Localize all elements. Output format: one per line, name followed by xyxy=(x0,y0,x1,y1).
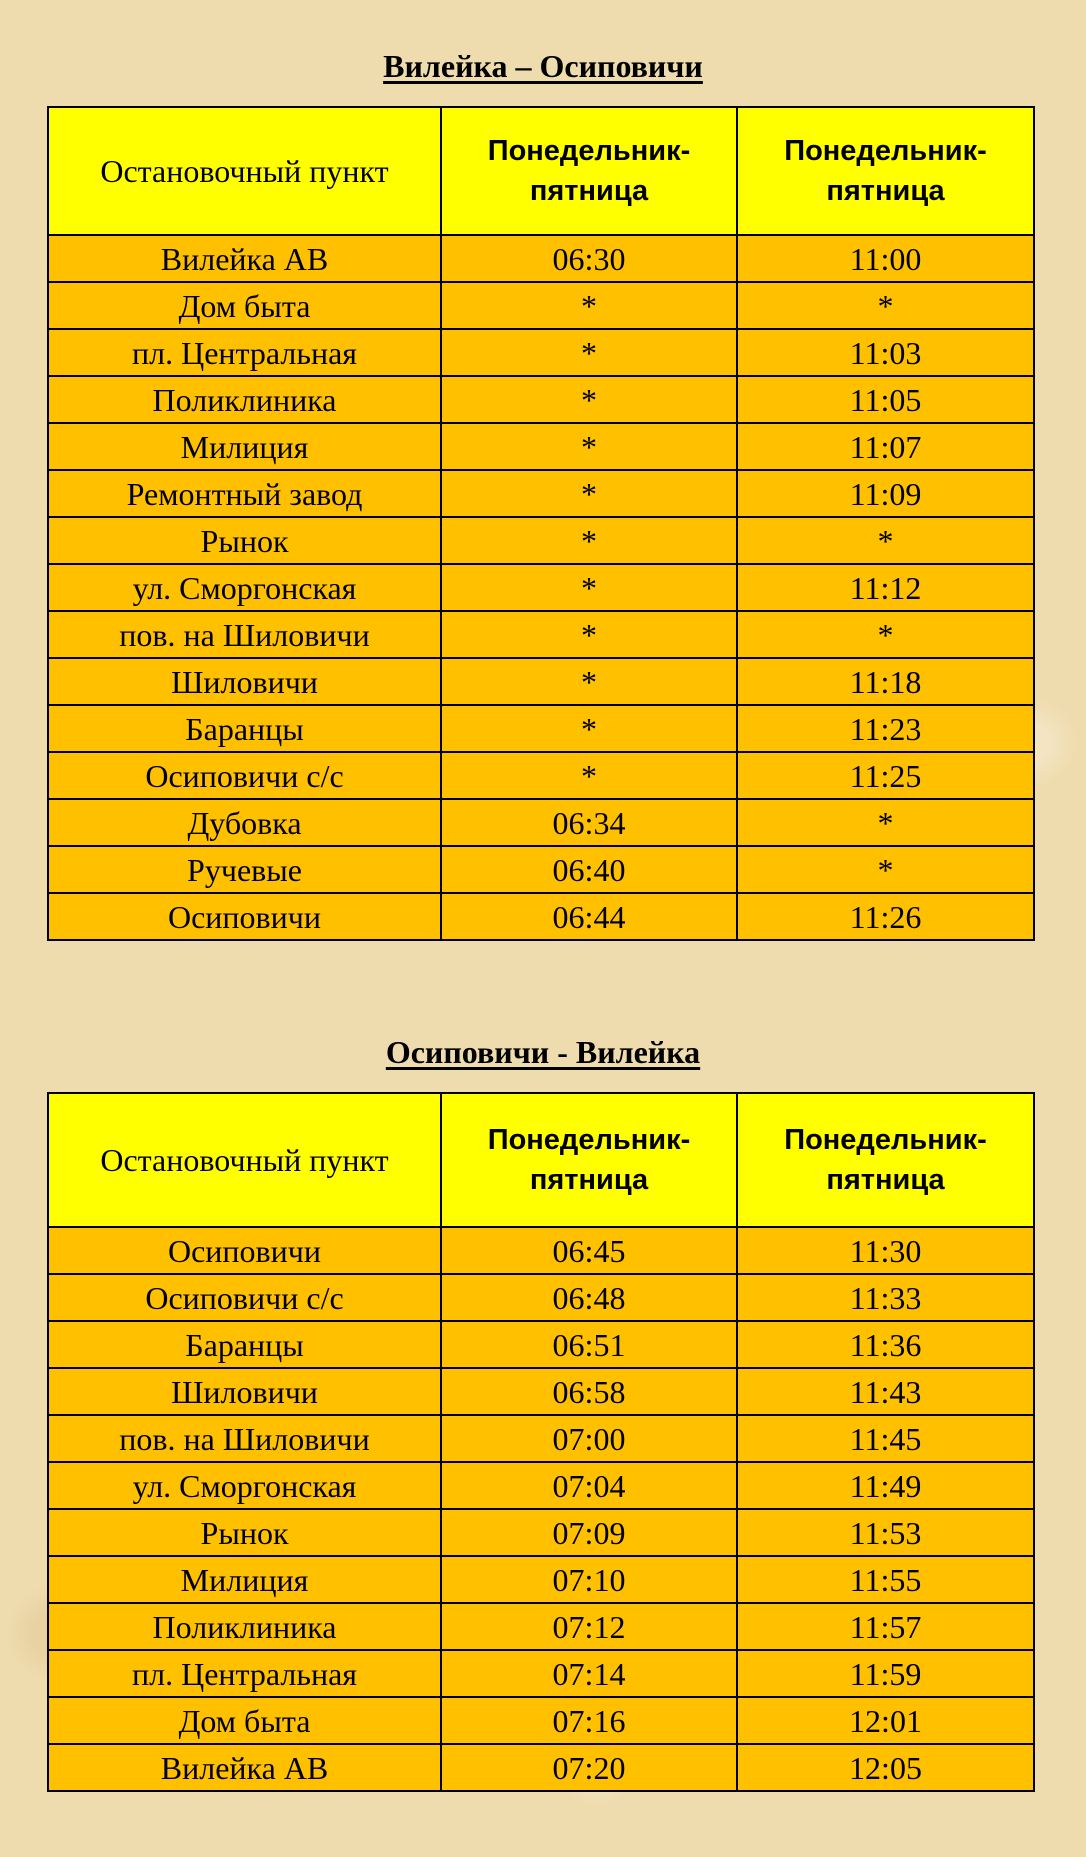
departure-time-cell: * xyxy=(441,564,737,611)
stop-name-cell: Осиповичи с/с xyxy=(48,1274,441,1321)
table-row xyxy=(48,705,1034,752)
departure-time-cell: 11:57 xyxy=(737,1603,1034,1650)
stop-name-cell: пов. на Шиловичи xyxy=(48,1415,441,1462)
table-row xyxy=(48,1274,1034,1321)
weekday-column-header xyxy=(441,107,737,235)
schedule-table-vileyka-osipovichi xyxy=(47,106,1035,941)
stop-name-cell: Шиловичи xyxy=(48,1368,441,1415)
table-row xyxy=(48,752,1034,799)
departure-time-cell: 11:45 xyxy=(737,1415,1034,1462)
departure-time-cell: * xyxy=(441,705,737,752)
table-row xyxy=(48,846,1034,893)
departure-time-cell: 06:51 xyxy=(441,1321,737,1368)
stop-name-cell: ул. Сморгонская xyxy=(48,1462,441,1509)
departure-time-cell: * xyxy=(441,517,737,564)
departure-time-cell: 11:12 xyxy=(737,564,1034,611)
departure-time-cell: * xyxy=(441,329,737,376)
departure-time-cell: 06:48 xyxy=(441,1274,737,1321)
stop-name-cell: Милиция xyxy=(48,1556,441,1603)
header-line: Понедельник- xyxy=(784,1124,987,1156)
departure-time-cell: 07:04 xyxy=(441,1462,737,1509)
table-body xyxy=(48,235,1034,940)
stop-name-cell: Дом быта xyxy=(48,1697,441,1744)
departure-time-cell: 06:45 xyxy=(441,1227,737,1274)
header-line: Понедельник- xyxy=(784,135,987,167)
table-row xyxy=(48,1744,1034,1791)
departure-time-cell: 11:09 xyxy=(737,470,1034,517)
table-row xyxy=(48,376,1034,423)
departure-time-cell: 07:09 xyxy=(441,1509,737,1556)
table-row xyxy=(48,1227,1034,1274)
stop-name-cell: Рынок xyxy=(48,1509,441,1556)
departure-time-cell: 06:44 xyxy=(441,893,737,940)
weekday-column-header xyxy=(441,1093,737,1227)
header-line: пятница xyxy=(529,175,649,207)
departure-time-cell: 06:34 xyxy=(441,799,737,846)
departure-time-cell: 06:30 xyxy=(441,235,737,282)
stop-name-cell: Рынок xyxy=(48,517,441,564)
departure-time-cell: 11:33 xyxy=(737,1274,1034,1321)
departure-time-cell: 06:58 xyxy=(441,1368,737,1415)
stop-name-cell: Баранцы xyxy=(48,705,441,752)
stop-name-cell: Осиповичи с/с xyxy=(48,752,441,799)
header-line: Понедельник- xyxy=(487,135,691,167)
departure-time-cell: 11:03 xyxy=(737,329,1034,376)
departure-time-cell: 07:20 xyxy=(441,1744,737,1791)
stop-name-cell: Шиловичи xyxy=(48,658,441,705)
table-row xyxy=(48,1603,1034,1650)
departure-time-cell: 07:00 xyxy=(441,1415,737,1462)
departure-time-cell: * xyxy=(737,611,1034,658)
stop-name-cell: Поликлиника xyxy=(48,376,441,423)
departure-time-cell: 06:40 xyxy=(441,846,737,893)
header-row xyxy=(48,107,1034,235)
stop-name-cell: Вилейка АВ xyxy=(48,1744,441,1791)
departure-time-cell: * xyxy=(441,658,737,705)
table-row xyxy=(48,564,1034,611)
departure-time-cell: * xyxy=(441,423,737,470)
departure-time-cell: 11:23 xyxy=(737,705,1034,752)
header-line: пятница xyxy=(826,1164,945,1196)
departure-time-cell: * xyxy=(441,611,737,658)
stop-name-cell: Вилейка АВ xyxy=(48,235,441,282)
departure-time-cell: 11:07 xyxy=(737,423,1034,470)
stop-name-cell: ул. Сморгонская xyxy=(48,564,441,611)
departure-time-cell: 11:59 xyxy=(737,1650,1034,1697)
table-row xyxy=(48,1462,1034,1509)
stop-name-cell: Дубовка xyxy=(48,799,441,846)
departure-time-cell: * xyxy=(441,376,737,423)
table-title-vileyka-osipovichi: Вилейка – Осиповичи xyxy=(383,48,703,84)
stop-name-cell: пл. Центральная xyxy=(48,1650,441,1697)
stop-name-cell: пов. на Шиловичи xyxy=(48,611,441,658)
table-row xyxy=(48,799,1034,846)
header-row xyxy=(48,1093,1034,1227)
departure-time-cell: 11:18 xyxy=(737,658,1034,705)
departure-time-cell: 07:10 xyxy=(441,1556,737,1603)
departure-time-cell: 11:00 xyxy=(737,235,1034,282)
schedule-table-osipovichi-vileyka xyxy=(47,1092,1035,1792)
departure-time-cell: 11:30 xyxy=(737,1227,1034,1274)
stop-name-cell: Ремонтный завод xyxy=(48,470,441,517)
table-row xyxy=(48,423,1034,470)
departure-time-cell: 11:55 xyxy=(737,1556,1034,1603)
departure-time-cell: * xyxy=(737,517,1034,564)
departure-time-cell: 11:25 xyxy=(737,752,1034,799)
departure-time-cell: 07:12 xyxy=(441,1603,737,1650)
stop-column-header: Остановочный пункт xyxy=(48,1093,441,1227)
table-row xyxy=(48,1556,1034,1603)
table-row xyxy=(48,1650,1034,1697)
table-row xyxy=(48,235,1034,282)
stop-name-cell: Милиция xyxy=(48,423,441,470)
table-row xyxy=(48,1368,1034,1415)
stop-name-cell: Осиповичи xyxy=(48,1227,441,1274)
table-row xyxy=(48,1509,1034,1556)
table-row xyxy=(48,329,1034,376)
departure-time-cell: 11:53 xyxy=(737,1509,1034,1556)
table-title-osipovichi-vileyka: Осиповичи - Вилейка xyxy=(385,1034,701,1070)
departure-time-cell: 07:16 xyxy=(441,1697,737,1744)
table-row xyxy=(48,1415,1034,1462)
departure-time-cell: 11:26 xyxy=(737,893,1034,940)
stop-name-cell: Осиповичи xyxy=(48,893,441,940)
table-body xyxy=(48,1227,1034,1791)
stop-name-cell: Поликлиника xyxy=(48,1603,441,1650)
header-line: пятница xyxy=(529,1164,649,1196)
departure-time-cell: * xyxy=(441,470,737,517)
table-row xyxy=(48,893,1034,940)
table-row xyxy=(48,470,1034,517)
header-line: пятница xyxy=(826,175,945,207)
weekday-column-header xyxy=(737,107,1034,235)
departure-time-cell: * xyxy=(737,799,1034,846)
stop-name-cell: Ручевые xyxy=(48,846,441,893)
table-row xyxy=(48,517,1034,564)
stop-column-header: Остановочный пункт xyxy=(48,107,441,235)
departure-time-cell: * xyxy=(737,282,1034,329)
stop-name-cell: Баранцы xyxy=(48,1321,441,1368)
table-row xyxy=(48,611,1034,658)
stop-name-cell: Дом быта xyxy=(48,282,441,329)
table-row xyxy=(48,658,1034,705)
departure-time-cell: 07:14 xyxy=(441,1650,737,1697)
header-line: Понедельник- xyxy=(487,1124,691,1156)
table-row xyxy=(48,282,1034,329)
table-row xyxy=(48,1697,1034,1744)
departure-time-cell: 12:05 xyxy=(737,1744,1034,1791)
departure-time-cell: * xyxy=(441,282,737,329)
table-row xyxy=(48,1321,1034,1368)
departure-time-cell: * xyxy=(737,846,1034,893)
departure-time-cell: 11:43 xyxy=(737,1368,1034,1415)
departure-time-cell: * xyxy=(441,752,737,799)
weekday-column-header xyxy=(737,1093,1034,1227)
departure-time-cell: 11:49 xyxy=(737,1462,1034,1509)
departure-time-cell: 11:05 xyxy=(737,376,1034,423)
departure-time-cell: 12:01 xyxy=(737,1697,1034,1744)
stop-name-cell: пл. Центральная xyxy=(48,329,441,376)
departure-time-cell: 11:36 xyxy=(737,1321,1034,1368)
